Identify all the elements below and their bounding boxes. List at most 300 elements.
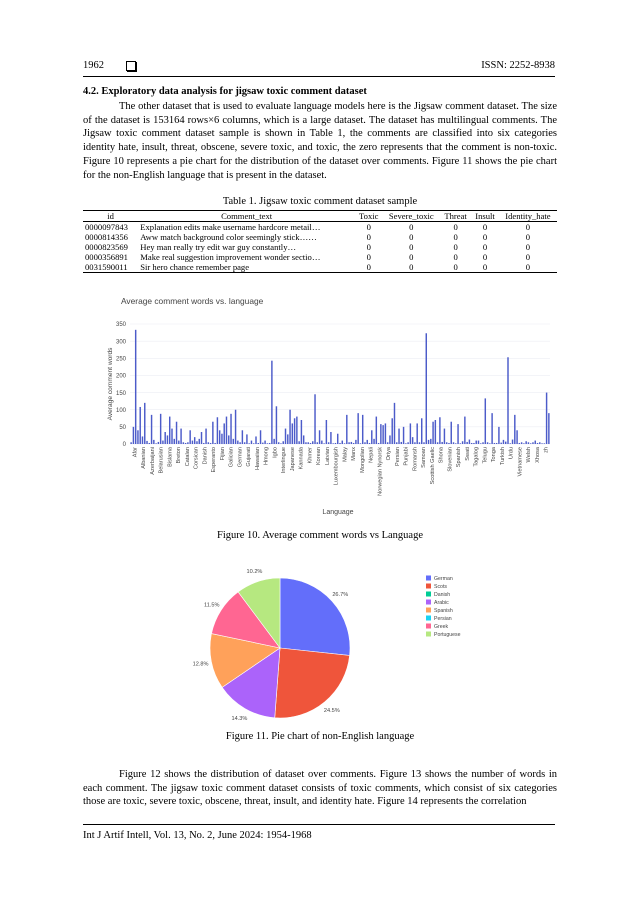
bar — [469, 440, 470, 444]
bar — [480, 443, 481, 444]
bar — [342, 441, 343, 444]
bar — [317, 442, 318, 444]
bar — [253, 443, 254, 444]
bar — [421, 418, 422, 444]
bar — [348, 442, 349, 444]
bar — [221, 434, 222, 444]
table-cell: 0 — [499, 262, 557, 273]
bar — [212, 422, 213, 444]
bar — [332, 443, 333, 444]
bar — [530, 443, 531, 444]
bar — [357, 413, 358, 444]
legend-entry: Arabic — [434, 600, 449, 606]
page-header — [83, 60, 555, 74]
bar — [251, 441, 252, 444]
bar — [321, 441, 322, 444]
bar — [278, 442, 279, 444]
legend-swatch — [426, 600, 431, 605]
bar — [487, 442, 488, 444]
bar — [205, 429, 206, 444]
bar — [378, 443, 379, 444]
table-cell: 0 — [366, 232, 371, 242]
bar — [146, 441, 147, 444]
bar — [410, 423, 411, 444]
x-tick-label: Fijian — [219, 447, 226, 461]
y-tick-label: 350 — [115, 322, 126, 329]
bar — [292, 423, 293, 444]
bar — [287, 434, 288, 444]
bar — [426, 333, 427, 444]
table-cell: 0 — [366, 242, 371, 252]
bar — [489, 443, 490, 444]
bar — [149, 443, 150, 444]
table-cell: 0 — [525, 252, 531, 262]
bar — [133, 427, 134, 444]
bar — [446, 442, 447, 444]
bar — [519, 443, 520, 444]
table-header-cell: Insult — [471, 211, 499, 222]
x-tick-label: zh — [543, 447, 550, 453]
bar-chart-average-words — [100, 294, 560, 520]
pie-legend — [426, 576, 461, 639]
bar — [180, 429, 181, 444]
bar — [473, 443, 474, 444]
x-tick-label: Esperanto — [211, 447, 218, 473]
x-tick-label: Interlingue — [281, 447, 288, 474]
bar — [178, 441, 179, 444]
table-cell: 0 — [409, 222, 414, 232]
table-cell: 0 — [482, 232, 488, 242]
table-cell: 0000097843 — [85, 222, 128, 232]
bar — [369, 443, 370, 444]
table-cell: 0 — [453, 222, 458, 232]
bar — [548, 413, 549, 444]
x-tick-label: Romansh — [412, 447, 419, 471]
x-tick-label: Corsican — [193, 447, 200, 470]
bar — [546, 393, 547, 444]
x-tick-label: Tagalog — [473, 447, 480, 467]
legend-entry: Persian — [434, 616, 452, 622]
bar — [362, 415, 363, 444]
bar — [139, 407, 140, 444]
bar — [389, 435, 390, 444]
bar — [276, 406, 277, 444]
bar — [289, 410, 290, 444]
table-cell: 0000823569 — [85, 242, 128, 252]
bar — [264, 441, 265, 444]
bar — [260, 430, 261, 444]
bar — [303, 435, 304, 444]
chart-title: Average comment words vs. language — [121, 296, 264, 306]
table-cell: 0 — [453, 252, 458, 262]
bar — [280, 443, 281, 444]
legend-entry: Spanish — [434, 608, 453, 614]
legend-swatch — [426, 576, 431, 581]
bar — [455, 443, 456, 444]
bar — [387, 442, 388, 444]
bar — [214, 443, 215, 444]
bar — [267, 443, 268, 444]
bar — [169, 417, 170, 444]
issn-label: ISSN: 2252-8938 — [481, 60, 555, 71]
x-tick-label: Persian — [394, 447, 401, 466]
x-tick-label: Hawaiian — [254, 447, 261, 471]
x-tick-label: Azerbaijani — [149, 447, 156, 475]
bar — [430, 439, 431, 444]
table-cell: 0 — [525, 222, 531, 232]
bar — [201, 432, 202, 444]
page-number: 1962 — [83, 60, 104, 71]
bar — [185, 443, 186, 444]
table-cell: 0 — [409, 252, 414, 262]
x-tick-label: Hmong — [263, 447, 270, 466]
pie-slice-label: 24.5% — [323, 708, 340, 715]
y-axis-label: Average comment words — [107, 347, 114, 421]
bar — [539, 442, 540, 444]
legend-swatch — [426, 584, 431, 589]
x-tick-label: Slovenian — [447, 447, 454, 472]
table-cell: 0 — [366, 252, 371, 262]
bar — [192, 441, 193, 444]
table-row — [83, 232, 557, 242]
bar — [344, 443, 345, 444]
table-row — [83, 262, 557, 273]
bar — [521, 442, 522, 444]
bar — [403, 427, 404, 444]
bar — [151, 415, 152, 444]
bar — [298, 441, 299, 444]
table-header-cell: Comment_text — [138, 211, 355, 222]
bar — [135, 330, 136, 444]
x-tick-label: Afar — [132, 447, 139, 458]
x-tick-label: Khmer — [307, 447, 314, 464]
pie-slice-label: 11.5% — [204, 602, 220, 609]
bar — [491, 413, 492, 444]
bar — [485, 398, 486, 444]
bar — [194, 437, 195, 444]
table-cell: Sir hero chance remember page — [138, 262, 355, 273]
table-header-row — [83, 211, 557, 222]
bar — [323, 443, 324, 444]
table-cell: Hey man really try edit war guy constantly… — [140, 242, 297, 252]
bar — [516, 430, 517, 444]
bar — [462, 441, 463, 444]
bar — [380, 424, 381, 444]
pie-slice-label: 12.8% — [192, 661, 209, 668]
bar — [541, 443, 542, 444]
bar — [482, 442, 483, 444]
bar — [174, 439, 175, 444]
bar — [523, 443, 524, 444]
x-tick-label: Danish — [202, 447, 209, 465]
y-tick-label: 100 — [115, 407, 126, 414]
bar — [466, 442, 467, 444]
bar — [210, 443, 211, 444]
table-1-caption: Table 1. Jigsaw toxic comment dataset sample — [222, 196, 418, 207]
bar — [419, 442, 420, 444]
figure-10-caption: Figure 10. Average comment words vs Language — [217, 530, 423, 541]
bar — [364, 442, 365, 444]
bar — [237, 441, 238, 444]
bar — [414, 442, 415, 444]
bar — [385, 423, 386, 444]
bar — [285, 429, 286, 444]
paragraph-2 — [83, 768, 557, 809]
footer-rule — [83, 824, 555, 825]
x-tick-label: Spanish — [456, 447, 463, 468]
bar — [255, 436, 256, 444]
bar — [367, 440, 368, 444]
y-tick-label: 150 — [115, 390, 126, 397]
table-cell: 0000356891 — [85, 252, 128, 262]
table-header-cell: Identity_hate — [499, 211, 557, 222]
paragraph-1 — [83, 100, 557, 182]
x-tick-label: Telugu — [482, 447, 489, 464]
y-tick-label: 300 — [115, 339, 126, 346]
bar — [310, 443, 311, 444]
bar — [294, 418, 295, 444]
bar — [412, 437, 413, 444]
bar — [355, 440, 356, 444]
legend-entry: German — [434, 576, 453, 582]
bar — [130, 442, 131, 444]
bar — [532, 442, 533, 444]
table-cell: 0031590011 — [83, 262, 138, 273]
table-cell: 0 — [453, 232, 458, 242]
bar — [432, 422, 433, 444]
x-tick-label: Welsh — [526, 447, 533, 463]
bar — [171, 429, 172, 444]
bar — [396, 442, 397, 444]
table-cell: 0 — [482, 242, 488, 252]
x-tick-label: Belarusian — [158, 447, 165, 474]
bar — [544, 443, 545, 444]
header-rule — [83, 76, 555, 77]
bar — [512, 440, 513, 444]
x-tick-label: Turkish — [499, 447, 506, 466]
bar — [478, 441, 479, 444]
table-cell: 0 — [409, 232, 414, 242]
bar — [196, 441, 197, 444]
bar — [505, 442, 506, 444]
table-cell: 0 — [409, 242, 414, 252]
y-tick-label: 0 — [122, 442, 126, 449]
paragraph-1-text: The other dataset that is used to evaluate language models here is the Jigsaw comment dataset. The size of the dataset is 153164 rows×6 columns, which is a large dataset. The dataset has multilingual comments. The Jigsaw toxic comment dataset sample is shown in Table 1, the comments are classified into six categories identity hate, insult, threat, obscene, severe toxic, and toxic, the zero represents that the comment is non-toxic. Figure 10 represents a pie chart for the distribution of the dataset over comments. Figure 11 shows the pie chart for the non-English language that is present in the dataset. — [83, 101, 557, 181]
bar — [401, 442, 402, 444]
table-cell: 0 — [366, 222, 371, 232]
bar — [167, 435, 168, 444]
x-tick-label: Albanian — [141, 447, 148, 469]
y-tick-label: 250 — [115, 356, 126, 363]
pie-slice-label: 10.2% — [246, 569, 263, 576]
bar — [475, 441, 476, 444]
bar — [503, 440, 504, 444]
bar — [439, 417, 440, 444]
section-title: 4.2. Exploratory data analysis for jigsaw toxic comment dataset — [83, 86, 367, 97]
table-header-cell: Threat — [440, 211, 471, 222]
table-cell: 0 — [525, 232, 531, 242]
bar — [510, 443, 511, 444]
bar — [471, 443, 472, 444]
table-1 — [83, 210, 557, 273]
bar — [405, 443, 406, 444]
bar — [353, 443, 354, 444]
bar — [160, 414, 161, 444]
bar — [351, 442, 352, 444]
bar — [382, 425, 383, 444]
legend-swatch — [426, 632, 431, 637]
bar — [360, 443, 361, 444]
legend-swatch — [426, 616, 431, 621]
x-tick-label: Swati — [464, 447, 471, 461]
x-tick-label: German — [237, 447, 244, 468]
x-tick-label: Samoan — [421, 447, 428, 468]
x-tick-label: Igbo — [272, 447, 279, 458]
bar — [319, 430, 320, 444]
table-row — [83, 252, 557, 262]
bar — [246, 434, 247, 444]
bar — [233, 439, 234, 444]
legend-entry: Greek — [434, 624, 449, 630]
checkbox-square-icon — [126, 61, 136, 71]
table-cell: 0 — [471, 262, 499, 273]
bar — [423, 442, 424, 444]
bar — [183, 442, 184, 444]
bar — [335, 443, 336, 444]
bar — [187, 442, 188, 444]
bar — [162, 441, 163, 444]
bar — [391, 418, 392, 444]
bar — [176, 422, 177, 444]
bar — [528, 442, 529, 444]
pie-slices — [210, 578, 350, 718]
bar — [230, 414, 231, 444]
bar — [337, 434, 338, 444]
bar — [460, 443, 461, 444]
bar — [137, 430, 138, 444]
table-cell: Make real suggestion improvement wonder sectio… — [140, 252, 321, 262]
bar — [155, 443, 156, 444]
x-tick-label: Kannada — [298, 447, 305, 470]
y-tick-label: 50 — [119, 425, 126, 432]
bar — [283, 441, 284, 444]
bar — [373, 439, 374, 444]
legend-entry: Portuguese — [434, 632, 461, 638]
bar — [448, 443, 449, 444]
x-tick-label: Malay — [342, 447, 349, 462]
pie-chart-non-english — [192, 568, 496, 723]
table-row — [83, 242, 557, 252]
table-header-cell: Toxic — [355, 211, 383, 222]
bar — [496, 443, 497, 444]
x-tick-label: Catalan — [184, 447, 191, 467]
bar — [537, 443, 538, 444]
bar — [428, 440, 429, 444]
x-tick-label: Galician — [228, 447, 235, 468]
bar — [271, 361, 272, 444]
footer-citation: Int J Artif Intell, Vol. 13, No. 2, June 2024: 1954-1968 — [83, 830, 312, 841]
paragraph-2-text: Figure 12 shows the distribution of dataset over comments. Figure 13 shows the number of words in each comment. The jigsaw toxic comment dataset consists of toxic comments, which consist of six categories those are toxic, severe toxic, obscene, threat, insult, and identity hate. Figure 14 represents the correlation — [83, 769, 557, 808]
x-tick-label: Luxembourgish — [333, 447, 340, 486]
table-cell: 0 — [440, 262, 471, 273]
bar — [269, 443, 270, 444]
bar — [235, 410, 236, 444]
bar — [416, 423, 417, 444]
bar — [394, 403, 395, 444]
x-tick-label: Oriya — [386, 447, 393, 461]
bar — [339, 443, 340, 444]
bar — [514, 415, 515, 444]
bar — [314, 394, 315, 444]
table-cell: Aww match background color seemingly stick…… — [140, 232, 317, 242]
x-tick-label: Japanese — [289, 447, 296, 472]
bar — [208, 442, 209, 444]
table-cell: 0 — [482, 222, 488, 232]
bar — [142, 436, 143, 444]
bar — [376, 417, 377, 444]
bar — [296, 417, 297, 444]
bar — [464, 417, 465, 444]
bar — [535, 441, 536, 444]
table-cell: 0 — [453, 242, 458, 252]
x-tick-label: Korean — [316, 447, 323, 466]
bar — [273, 439, 274, 444]
legend-swatch — [426, 592, 431, 597]
pie-slice-label: 14.3% — [231, 716, 248, 723]
bar — [494, 443, 495, 444]
bar — [437, 442, 438, 444]
x-tick-label: Gujarati — [246, 447, 253, 467]
legend-swatch — [426, 624, 431, 629]
bar — [500, 443, 501, 444]
bar — [444, 429, 445, 444]
x-tick-label: Punjabi — [403, 447, 410, 466]
x-tick-label: Norwegian Nynorsk — [377, 447, 384, 496]
bar — [507, 357, 508, 444]
table-header-cell: Severe_toxic — [383, 211, 441, 222]
x-tick-label: Manx — [351, 447, 358, 461]
legend-swatch — [426, 608, 431, 613]
bar — [451, 422, 452, 444]
bar — [223, 423, 224, 444]
table-row — [83, 222, 557, 233]
table-cell: 0 — [383, 262, 441, 273]
bar — [330, 432, 331, 444]
bar — [457, 424, 458, 444]
bar — [326, 420, 327, 444]
bar — [248, 443, 249, 444]
bar — [153, 440, 154, 444]
bar — [525, 441, 526, 444]
bar — [242, 430, 243, 444]
pie-slice — [280, 578, 350, 655]
x-tick-label: Latvian — [324, 447, 331, 466]
x-tick-label: Urdu — [508, 447, 515, 460]
x-axis-label: Language — [322, 509, 354, 516]
x-tick-label: Bislama — [167, 447, 174, 467]
bar — [328, 442, 329, 444]
bar — [228, 435, 229, 444]
table-cell: 0 — [482, 252, 488, 262]
bar — [199, 439, 200, 444]
x-tick-label: Breton — [176, 447, 183, 464]
bar — [244, 442, 245, 444]
bar — [144, 403, 145, 444]
bar — [158, 442, 159, 444]
x-tick-label: Shona — [438, 447, 445, 464]
bar — [407, 442, 408, 444]
bar — [239, 442, 240, 444]
